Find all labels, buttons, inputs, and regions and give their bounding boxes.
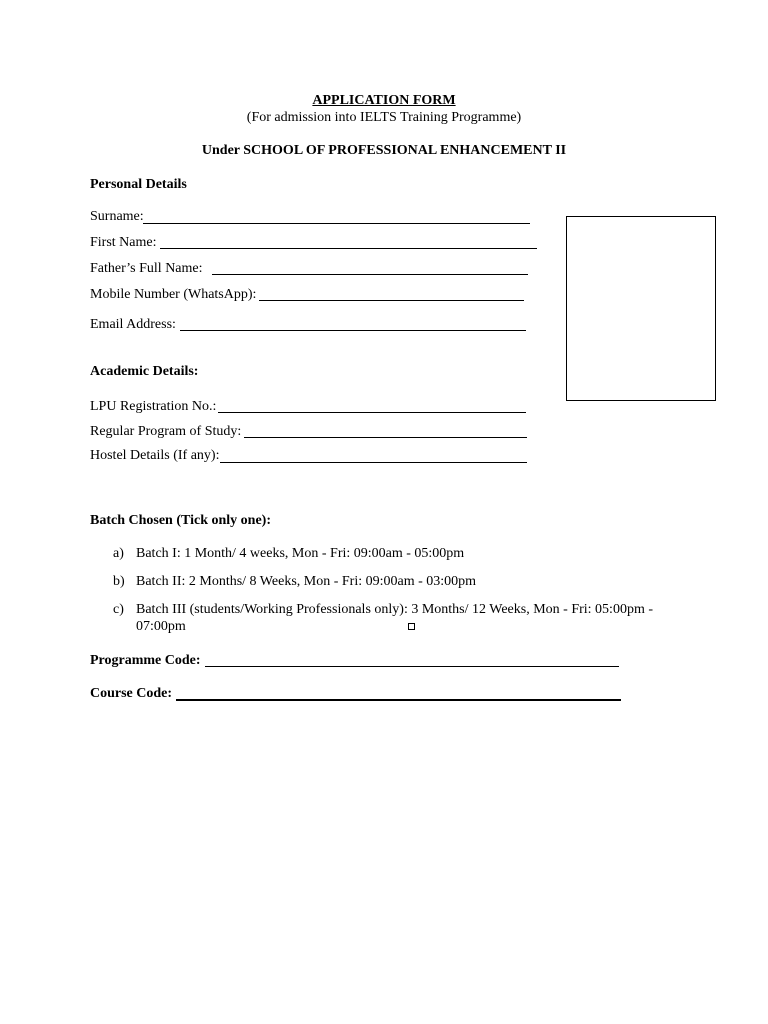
form-title: APPLICATION FORM bbox=[312, 93, 456, 108]
surname-field[interactable] bbox=[143, 223, 530, 224]
course-code-field[interactable] bbox=[176, 699, 621, 701]
batch-option-marker: a) bbox=[113, 546, 124, 561]
form-subtitle: (For admission into IELTS Training Programme) bbox=[246, 110, 522, 125]
hostel-field[interactable] bbox=[220, 462, 527, 463]
programme-code-field[interactable] bbox=[205, 666, 619, 667]
batch-option-1[interactable]: Batch I: 1 Month/ 4 weeks, Mon - Fri: 09:00am - 05:00pm bbox=[136, 546, 465, 561]
batch-option-marker: b) bbox=[113, 574, 125, 589]
father-name-field[interactable] bbox=[212, 274, 528, 275]
mobile-label: Mobile Number (WhatsApp): bbox=[90, 287, 257, 302]
batch-checkbox[interactable] bbox=[408, 623, 415, 630]
batch-option-2[interactable]: Batch II: 2 Months/ 8 Weeks, Mon - Fri: 09:00am - 03:00pm bbox=[136, 574, 477, 589]
first-name-field[interactable] bbox=[160, 248, 537, 249]
registration-field[interactable] bbox=[218, 412, 526, 413]
course-code-label: Course Code: bbox=[90, 686, 173, 701]
programme-code-label: Programme Code: bbox=[90, 653, 201, 668]
batch-option-3[interactable]: Batch III (students/Working Professionals only): 3 Months/ 12 Weeks, Mon - Fri: 05:00pm - bbox=[136, 602, 654, 617]
program-label: Regular Program of Study: bbox=[90, 424, 242, 439]
academic-details-heading: Academic Details: bbox=[90, 364, 199, 379]
photo-box bbox=[566, 216, 716, 401]
batch-option-marker: c) bbox=[113, 602, 124, 617]
mobile-field[interactable] bbox=[259, 300, 524, 301]
email-field[interactable] bbox=[180, 330, 526, 331]
program-field[interactable] bbox=[244, 437, 527, 438]
surname-label: Surname: bbox=[90, 209, 144, 224]
registration-label: LPU Registration No.: bbox=[90, 399, 217, 414]
email-label: Email Address: bbox=[90, 317, 176, 332]
personal-details-heading: Personal Details bbox=[90, 177, 187, 192]
school-name: Under SCHOOL OF PROFESSIONAL ENHANCEMENT II bbox=[201, 143, 567, 158]
father-name-label: Father’s Full Name: bbox=[90, 261, 203, 276]
batch-heading: Batch Chosen (Tick only one): bbox=[90, 513, 271, 528]
first-name-label: First Name: bbox=[90, 235, 157, 250]
hostel-label: Hostel Details (If any): bbox=[90, 448, 220, 463]
batch-option-3-continuation: 07:00pm bbox=[136, 619, 186, 634]
